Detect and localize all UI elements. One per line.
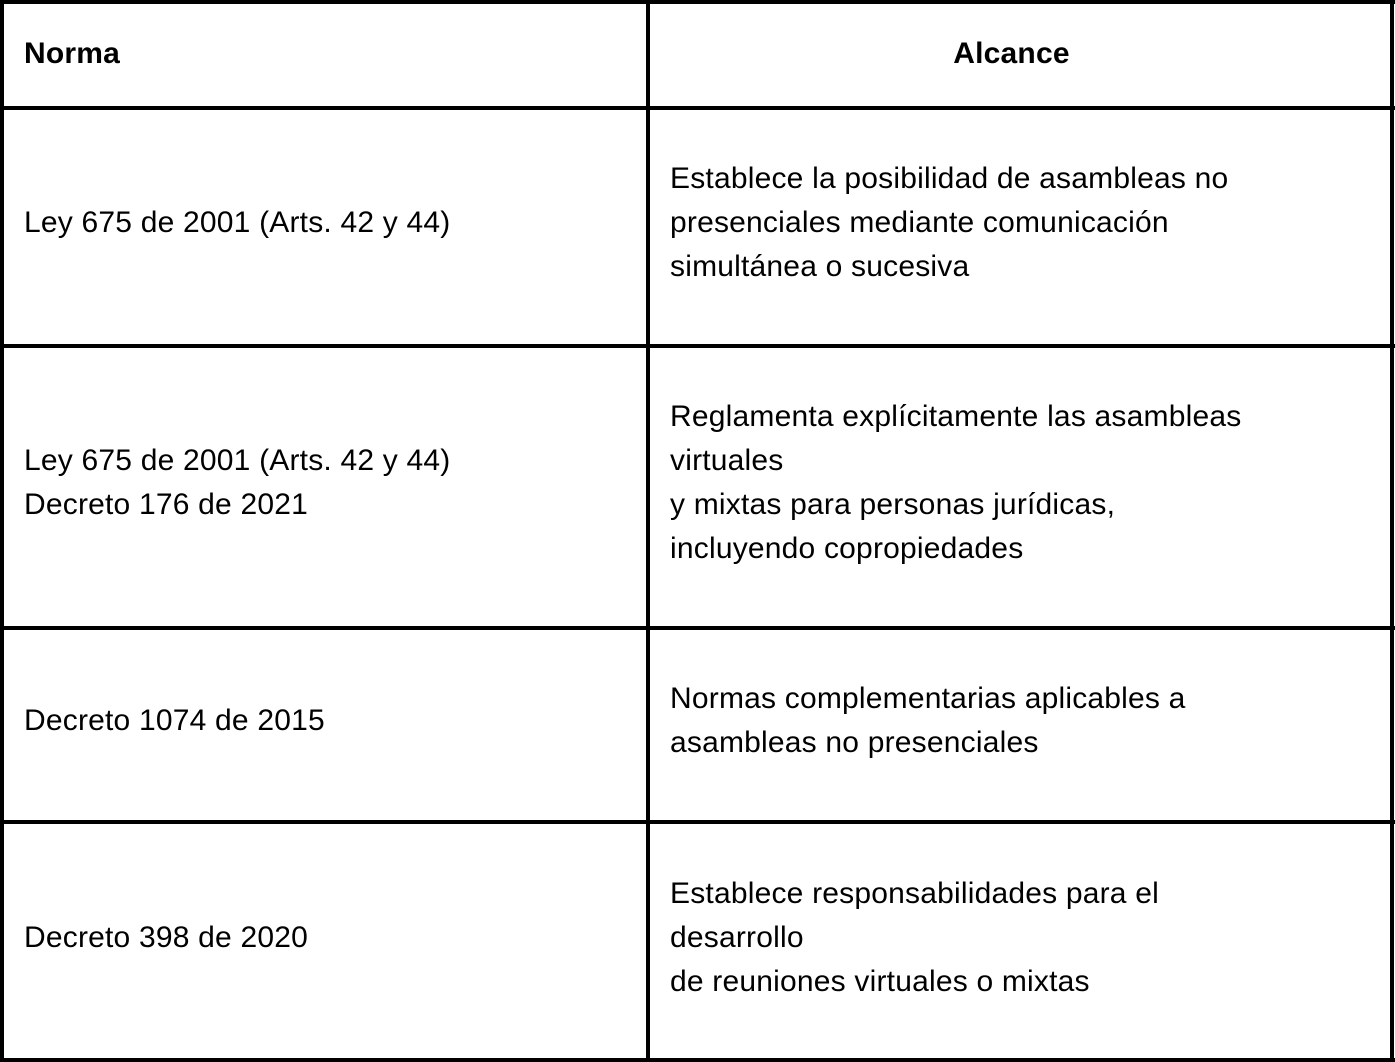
table-row-2-alcance (648, 346, 1395, 628)
row-divider (0, 820, 1395, 824)
row-divider (0, 626, 1395, 630)
norma-text: Ley 675 de 2001 (Arts. 42 y 44) Decreto 176 de 2021 (24, 444, 451, 521)
alcance-text: Establece la posibilidad de asambleas no presenciales mediante comunicación simultánea o sucesiva (670, 162, 1229, 283)
header-norma: Norma (24, 37, 121, 70)
table-row-1-alcance (648, 108, 1395, 346)
header-cell-alcance (648, 0, 1395, 108)
alcance-text: Normas complementarias aplicables a asambleas no presenciales (670, 682, 1186, 759)
norma-text: Ley 675 de 2001 (Arts. 42 y 44) (24, 206, 451, 239)
table-row-4-norma (0, 822, 648, 1062)
alcance-text: Establece responsabilidades para el desarrollo de reuniones virtuales o mixtas (670, 877, 1159, 998)
table-row-1-norma (0, 108, 648, 346)
column-divider (646, 0, 650, 1062)
table-border-top (0, 0, 1395, 4)
table-border-bottom (0, 1058, 1395, 1062)
table-row-4-alcance (648, 822, 1395, 1062)
row-divider (0, 344, 1395, 348)
table-row-3-norma (0, 628, 648, 822)
alcance-text: Reglamenta explícitamente las asambleas virtuales y mixtas para personas jurídicas, incluyendo copropiedades (670, 400, 1242, 565)
row-divider (0, 106, 1395, 110)
table-row-3-alcance (648, 628, 1395, 822)
header-alcance: Alcance (953, 37, 1070, 70)
norma-text: Decreto 1074 de 2015 (24, 704, 325, 737)
table-border-left (0, 0, 4, 1062)
table-row-2-norma (0, 346, 648, 628)
norma-text: Decreto 398 de 2020 (24, 921, 309, 954)
header-cell-norma (0, 0, 648, 108)
table-border-right (1390, 0, 1394, 1062)
